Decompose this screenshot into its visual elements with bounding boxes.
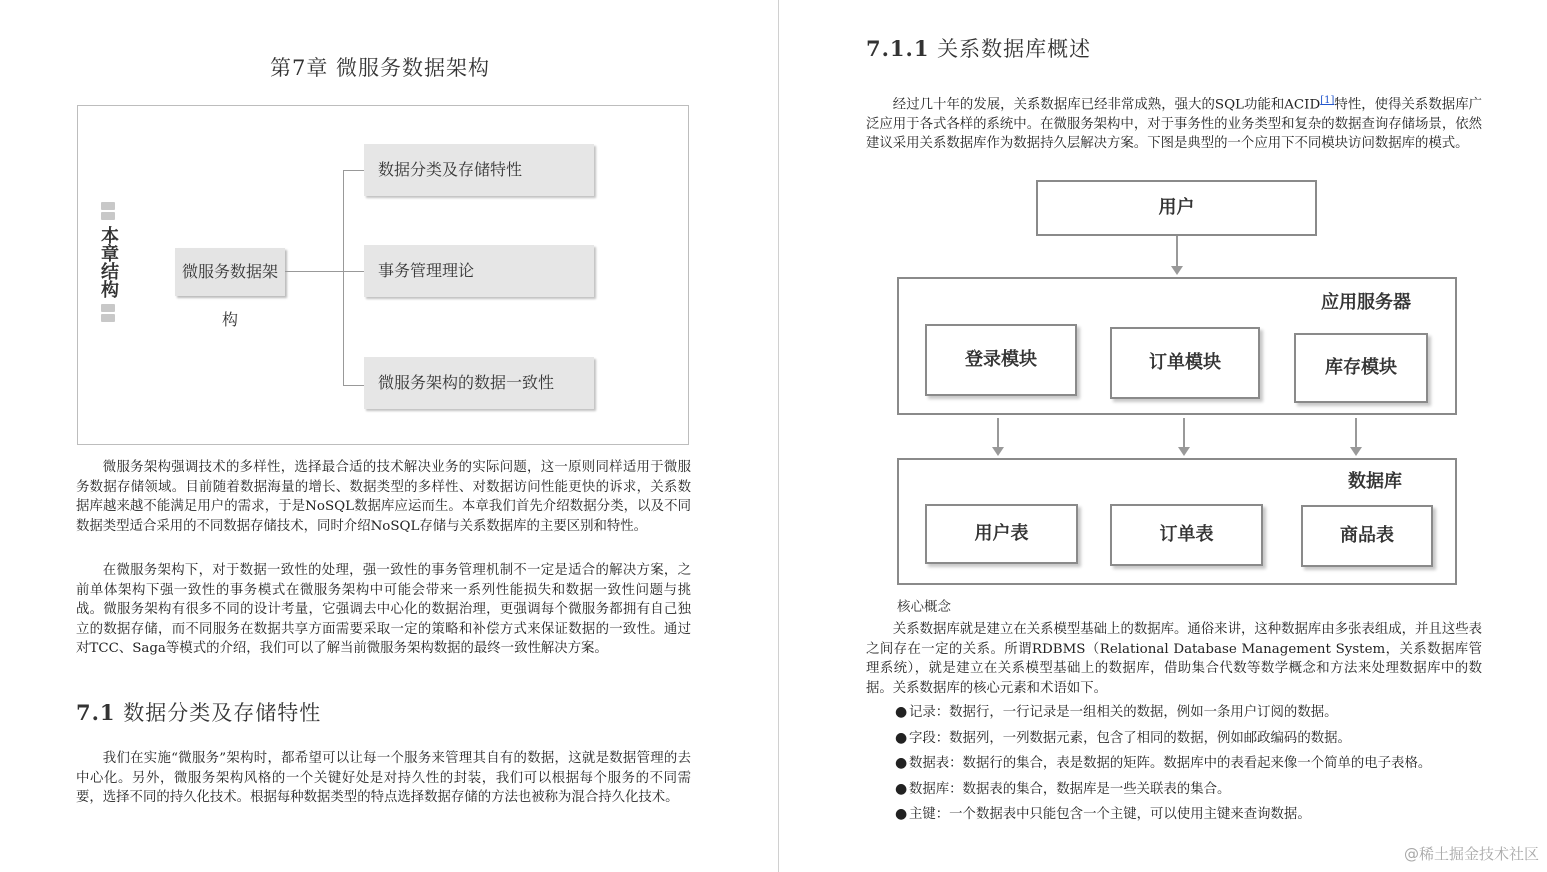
page-divider bbox=[778, 0, 779, 872]
term-text: 字段：数据列，一列数据元素，包含了相同的数据，例如邮政编码的数据。 bbox=[909, 730, 1351, 746]
subsection-number: 7.1.1 bbox=[866, 36, 930, 61]
intro-paragraph: 在微服务架构下，对于数据一致性的处理，强一致性的事务管理机制不一定是适合的解决方案，之前单体架构下强一致性的事务模式在微服务架构中可能会带来一系列性能损失和数据一致性问题与挑战。微服务架构有很多不同的设计考量，它强调去中心化的数据治理，更强调每个微服务都拥有自己独立的数据存储，而不同服务在数据共享方面需要采取一定的策略和补偿方式来保证数据的一致性。通过对TCC、Saga等模式的介绍，我们可以了解当前微服务架构数据的最终一致性解决方案。 bbox=[76, 563, 691, 656]
diagram-module-box bbox=[925, 324, 1077, 396]
diagram-arrow bbox=[1176, 236, 1178, 268]
section-title: 数据分类及存储特性 bbox=[123, 701, 322, 725]
connector-branch-1 bbox=[343, 170, 364, 171]
rdb-intro-paragraph bbox=[866, 91, 1482, 154]
subsection-heading bbox=[866, 33, 1091, 63]
section-paragraph: 我们在实施“微服务”架构时，都希望可以让每一个服务来管理其自有的数据，这就是数据管理的去中心化。另外，微服务架构风格的一个关键好处是对持久性的封装，我们可以根据每个服务的不同需要，选择不同的持久化技术。根据每种数据类型的特点选择数据存储的方法也被称为混合持久化技术。 bbox=[76, 751, 691, 805]
term-text: 记录：数据行，一行记录是一组相关的数据，例如一条用户订阅的数据。 bbox=[909, 705, 1338, 720]
decorative-dots-bottom bbox=[101, 304, 115, 322]
diagram-table-box bbox=[925, 504, 1078, 564]
term-list bbox=[895, 703, 1485, 831]
diagram-table-label: 商品表 bbox=[1340, 525, 1394, 546]
diagram-app-server-caption bbox=[1297, 286, 1435, 320]
diagram-arrow bbox=[1183, 418, 1185, 448]
decorative-dots-top bbox=[101, 202, 115, 220]
core-concepts-label: 核心概念 bbox=[897, 599, 951, 615]
term-list-item bbox=[895, 703, 1485, 723]
mindmap-root-node: 微服务数据架构 bbox=[175, 248, 285, 296]
diagram-module-label: 订单模块 bbox=[1149, 352, 1221, 373]
mindmap-branch-node: 数据分类及存储特性 bbox=[364, 144, 594, 196]
watermark: @稀土掘金技术社区 bbox=[1403, 845, 1539, 863]
connector-branch-3 bbox=[343, 385, 364, 386]
diagram-user-box bbox=[1036, 180, 1317, 236]
chapter-structure-label-text: 本章结构 bbox=[98, 226, 119, 298]
diagram-app-server-label: 应用服务器 bbox=[1321, 292, 1411, 313]
bullet-icon: ● bbox=[895, 780, 908, 797]
term-list-item bbox=[895, 729, 1485, 749]
section-heading bbox=[76, 697, 321, 727]
diagram-table-box bbox=[1110, 504, 1263, 566]
term-list-item bbox=[895, 805, 1485, 825]
subsection-title: 关系数据库概述 bbox=[937, 37, 1092, 61]
diagram-database-caption bbox=[1325, 466, 1425, 498]
diagram-module-label: 库存模块 bbox=[1325, 357, 1397, 378]
diagram-arrow-head bbox=[1178, 447, 1190, 456]
diagram-module-box bbox=[1294, 333, 1428, 403]
bullet-icon: ● bbox=[895, 704, 908, 720]
bullet-icon: ● bbox=[895, 806, 908, 822]
footnote-link[interactable]: [1] bbox=[1320, 95, 1335, 106]
diagram-arrow bbox=[1355, 418, 1357, 448]
diagram-module-box bbox=[1110, 327, 1260, 399]
term-text: 数据表：数据行的集合，表是数据的矩阵。数据库中的表看起来像一个简单的电子表格。 bbox=[909, 756, 1432, 771]
diagram-module-label: 登录模块 bbox=[965, 349, 1037, 370]
term-text: 数据库：数据表的集合，数据库是一些关联表的集合。 bbox=[909, 781, 1231, 797]
bullet-icon: ● bbox=[895, 729, 908, 746]
diagram-table-box bbox=[1301, 505, 1433, 567]
diagram-table-label: 用户表 bbox=[974, 523, 1029, 544]
section-number: 7.1 bbox=[76, 700, 116, 725]
connector-branch-2 bbox=[343, 271, 364, 272]
term-list-item bbox=[895, 780, 1485, 800]
diagram-user-label: 用户 bbox=[1158, 197, 1195, 218]
term-text: 主键：一个数据表中只能包含一个主键，可以使用主键来查询数据。 bbox=[909, 807, 1311, 822]
mindmap-branch-node: 微服务架构的数据一致性 bbox=[364, 357, 594, 409]
bullet-icon: ● bbox=[895, 755, 908, 771]
diagram-arrow-head bbox=[992, 447, 1004, 456]
rdb-intro-text-before: 经过几十年的发展，关系数据库已经非常成熟，强大的SQL功能和ACID bbox=[892, 97, 1321, 113]
core-paragraph: 关系数据库就是建立在关系模型基础上的数据库。通俗来讲，这种数据库由多张表组成，并且这些表之间存在一定的关系。所谓RDBMS（Relational Database Management System，关系数据库管理系统），就是建立在关系模型基础上的数据库，借助集合代数等数学概念和方法来处理数据库中的数据。关系数据库的核心元素和术语如下。 bbox=[866, 622, 1482, 696]
connector-root-horizontal bbox=[285, 271, 343, 272]
rdb-intro-text-after: 特性，使得关系数据库广泛应用于各式各样的系统中。在微服务架构中，对于事务性的业务类型和复杂的数据查询存储场景，依然建议采用关系数据库作为数据持久层解决方案。下图是典型的一个应用下不同模块访问数据库的模式。 bbox=[866, 97, 1483, 152]
diagram-arrow-head bbox=[1350, 447, 1362, 456]
diagram-arrow bbox=[997, 418, 999, 448]
chapter-structure-label bbox=[98, 200, 118, 324]
chapter-title: 第7章 微服务数据架构 bbox=[269, 56, 491, 80]
diagram-arrow-head bbox=[1171, 266, 1183, 275]
mindmap-branch-node: 事务管理理论 bbox=[364, 245, 594, 297]
intro-paragraph: 微服务架构强调技术的多样性，选择最合适的技术解决业务的实际问题，这一原则同样适用于微服务数据存储领域。目前随着数据海量的增长、数据类型的多样性、对数据访问性能更快的诉求，关系数据库越来越不能满足用户的需求，于是NoSQL数据库应运而生。本章我们首先介绍数据分类，以及不同数据类型适合采用的不同数据存储技术，同时介绍NoSQL存储与关系数据库的主要区别和特性。 bbox=[76, 460, 691, 534]
term-list-item bbox=[895, 754, 1485, 774]
connector-vertical bbox=[343, 170, 344, 386]
diagram-table-label: 订单表 bbox=[1159, 524, 1214, 545]
diagram-database-label: 数据库 bbox=[1348, 471, 1402, 492]
